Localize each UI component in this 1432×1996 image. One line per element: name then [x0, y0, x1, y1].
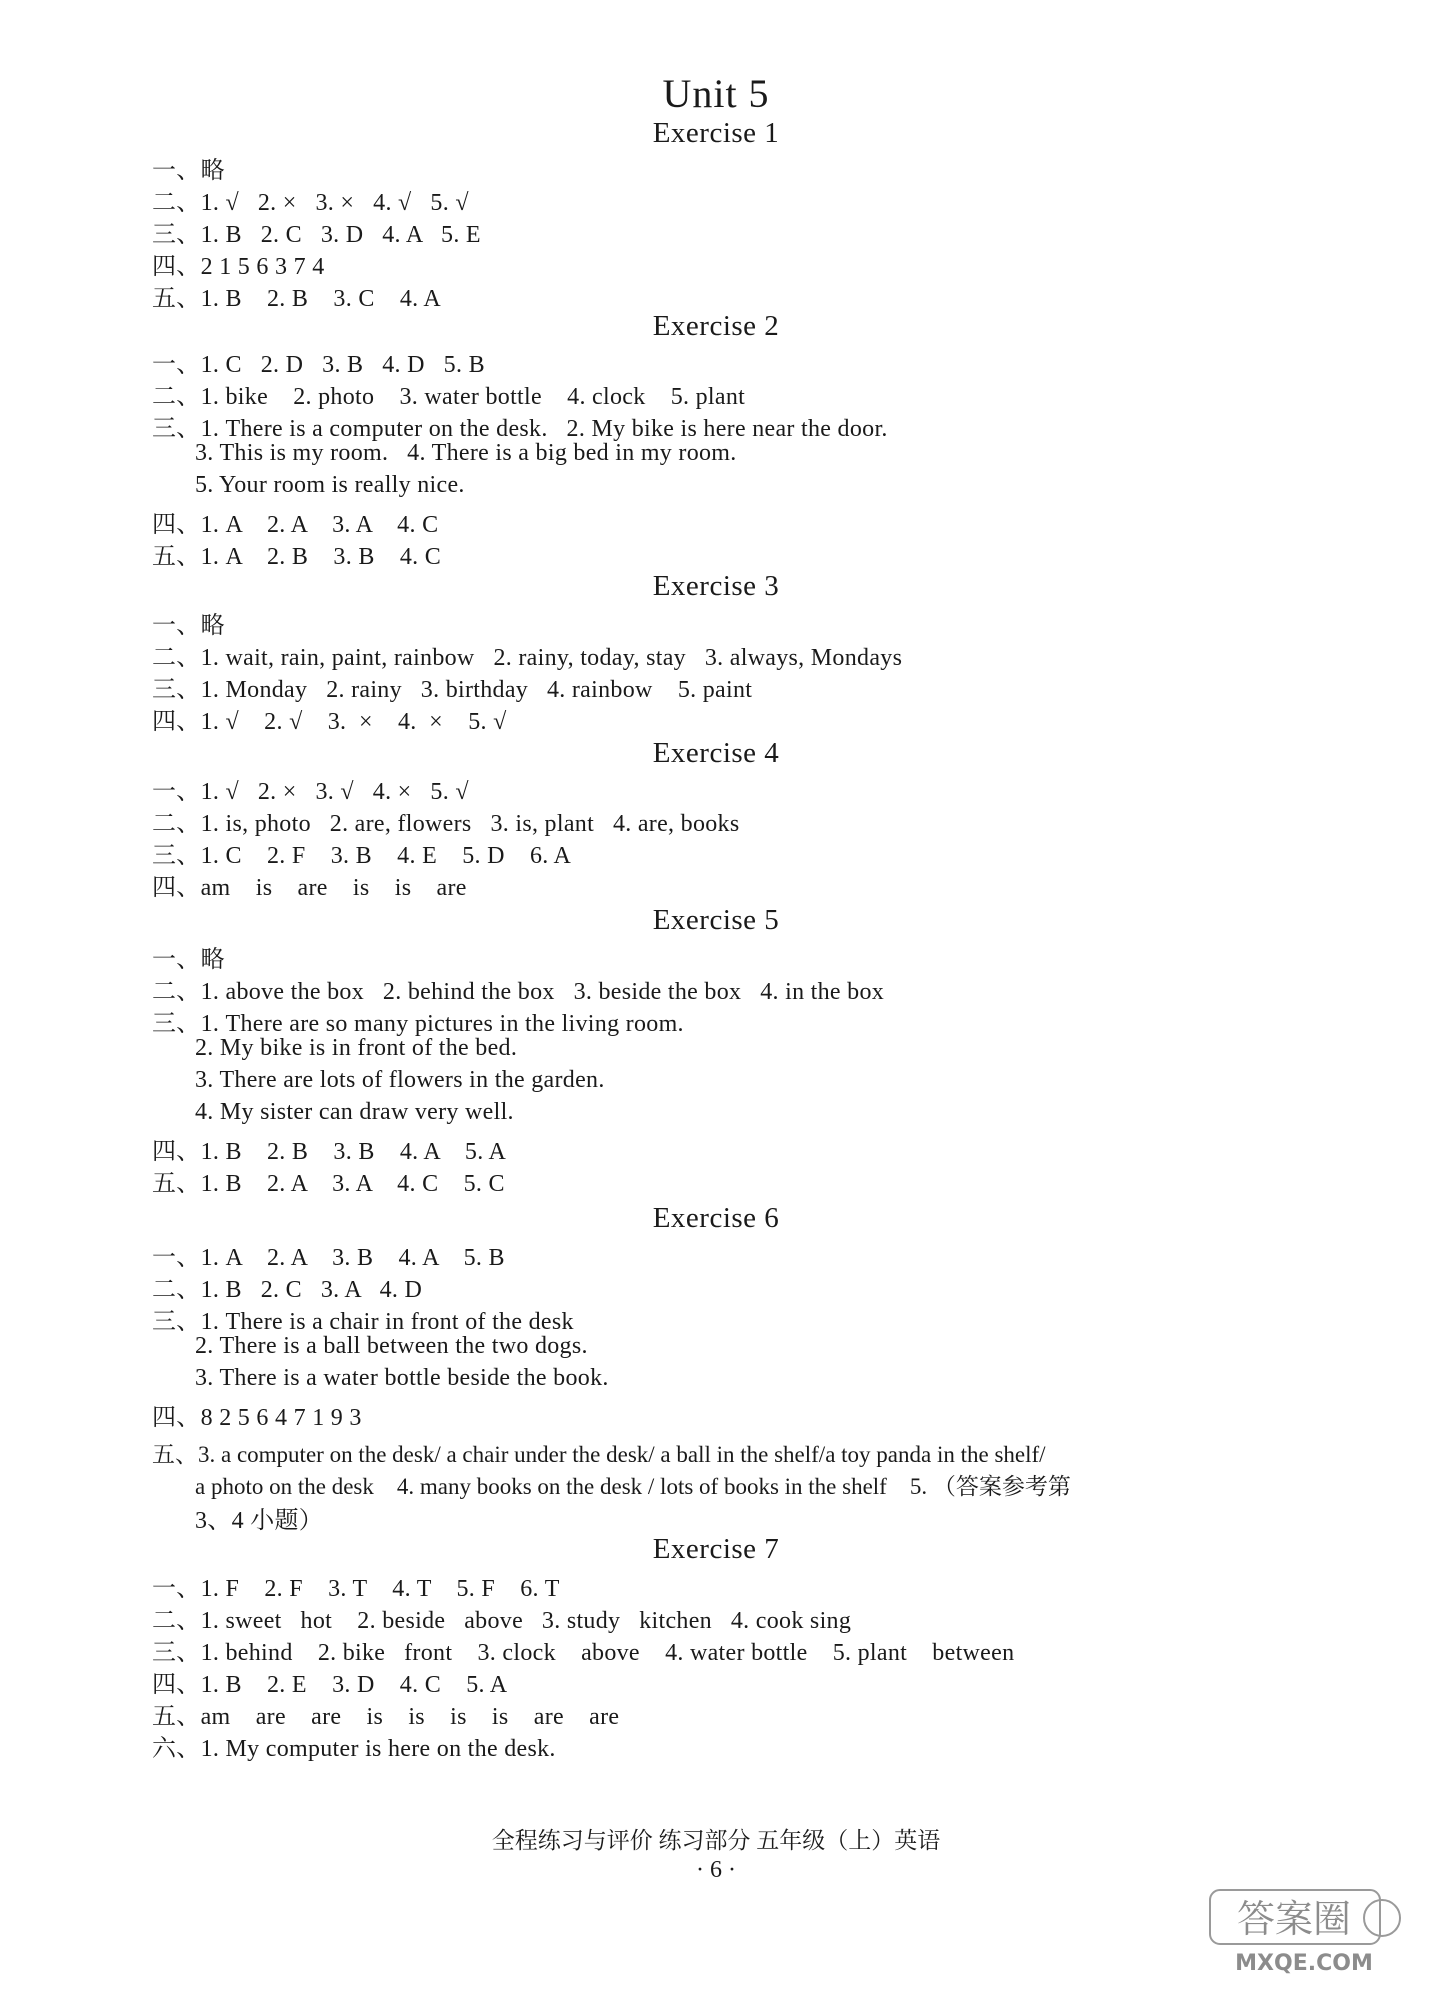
exercise-2-line: 二、1. bike 2. photo 3. water bottle 4. clock 5. plant: [152, 384, 746, 410]
exercise-3-line: 一、略: [152, 613, 225, 639]
watermark-logo: [1204, 1888, 1404, 1978]
exercise-7-line: 六、1. My computer is here on the desk.: [152, 1736, 556, 1762]
exercise-2-line: 3. This is my room. 4. There is a big bed in my room.: [195, 440, 737, 466]
exercise-7-title: Exercise 7: [652, 1533, 780, 1565]
exercise-6-title: Exercise 6: [652, 1202, 780, 1234]
exercise-4-line: 三、1. C 2. F 3. B 4. E 5. D 6. A: [152, 843, 572, 869]
exercise-6-line: 四、8 2 5 6 4 7 1 9 3: [152, 1405, 362, 1431]
exercise-3-line: 四、1. √ 2. √ 3. × 4. × 5. √: [152, 709, 507, 735]
exercise-6-line: 2. There is a ball between the two dogs.: [195, 1333, 588, 1359]
exercise-5-line: 五、1. B 2. A 3. A 4. C 5. C: [152, 1171, 505, 1197]
exercise-7-line: 二、1. sweet hot 2. beside above 3. study kitchen 4. cook sing: [152, 1608, 852, 1634]
exercise-4-line: 一、1. √ 2. × 3. √ 4. × 5. √: [152, 779, 469, 805]
exercise-7-line: 四、1. B 2. E 3. D 4. C 5. A: [152, 1672, 508, 1698]
watermark-logo-text: 答案圈: [1236, 1897, 1352, 1941]
exercise-5-line: 4. My sister can draw very well.: [195, 1099, 514, 1125]
exercise-6-line: 3、4 小题）: [195, 1508, 324, 1534]
exercise-5-title: Exercise 5: [652, 904, 780, 936]
exercise-2-line: 一、1. C 2. D 3. B 4. D 5. B: [152, 352, 485, 378]
exercise-3-line: 二、1. wait, rain, paint, rainbow 2. rainy, today, stay 3. always, Mondays: [152, 645, 903, 671]
exercise-2-line: 四、1. A 2. A 3. A 4. C: [152, 512, 439, 538]
exercise-1-line: 五、1. B 2. B 3. C 4. A: [152, 286, 442, 312]
book-footer: 全程练习与评价 练习部分 五年级（上）英语: [491, 1828, 941, 1853]
exercise-7-line: 一、1. F 2. F 3. T 4. T 5. F 6. T: [152, 1576, 560, 1602]
exercise-4-line: 四、am is are is is are: [152, 875, 467, 901]
exercise-1-title: Exercise 1: [652, 117, 780, 149]
exercise-2-line: 五、1. A 2. B 3. B 4. C: [152, 544, 442, 570]
exercise-4-line: 二、1. is, photo 2. are, flowers 3. is, plant 4. are, books: [152, 811, 740, 837]
exercise-1-line: 一、略: [152, 158, 225, 184]
exercise-1-line: 三、1. B 2. C 3. D 4. A 5. E: [152, 222, 481, 248]
exercise-5-line: 二、1. above the box 2. behind the box 3. beside the box 4. in the box: [152, 979, 885, 1005]
exercise-6-line: 二、1. B 2. C 3. A 4. D: [152, 1277, 423, 1303]
exercise-6-line: 3. There is a water bottle beside the book.: [195, 1365, 609, 1391]
exercise-1-line: 四、2 1 5 6 3 7 4: [152, 254, 325, 280]
exercise-4-title: Exercise 4: [652, 737, 780, 769]
exercise-7-line: 三、1. behind 2. bike front 3. clock above 4. water bottle 5. plant between: [152, 1640, 1015, 1666]
exercise-3-line: 三、1. Monday 2. rainy 3. birthday 4. rainbow 5. paint: [152, 677, 753, 703]
exercise-6-line: 五、3. a computer on the desk/ a chair under the desk/ a ball in the shelf/a toy panda in the shelf/: [152, 1442, 1046, 1467]
exercise-6-line: 一、1. A 2. A 3. B 4. A 5. B: [152, 1245, 505, 1271]
exercise-5-line: 3. There are lots of flowers in the garden.: [195, 1067, 605, 1093]
exercise-5-line: 2. My bike is in front of the bed.: [195, 1035, 518, 1061]
exercise-6-line: a photo on the desk 4. many books on the desk / lots of books in the shelf 5. （答案参考第: [195, 1474, 1071, 1499]
exercise-2-line: 5. Your room is really nice.: [195, 472, 465, 498]
exercise-7-line: 五、am are are is is is is are are: [152, 1704, 620, 1730]
watermark-url-text: MXQE.COM: [1235, 1951, 1373, 1976]
exercise-6-line: 三、1. There is a chair in front of the desk: [152, 1309, 574, 1335]
exercise-5-line: 四、1. B 2. B 3. B 4. A 5. A: [152, 1139, 507, 1165]
page-number: · 6 ·: [696, 1857, 736, 1883]
exercise-5-line: 三、1. There are so many pictures in the living room.: [152, 1011, 684, 1037]
exercise-2-line: 三、1. There is a computer on the desk. 2. My bike is here near the door.: [152, 416, 888, 442]
exercise-2-title: Exercise 2: [652, 310, 780, 342]
exercise-3-title: Exercise 3: [652, 570, 780, 602]
exercise-5-line: 一、略: [152, 947, 225, 973]
exercise-1-line: 二、1. √ 2. × 3. × 4. √ 5. √: [152, 190, 469, 216]
unit-title: Unit 5: [662, 71, 770, 116]
